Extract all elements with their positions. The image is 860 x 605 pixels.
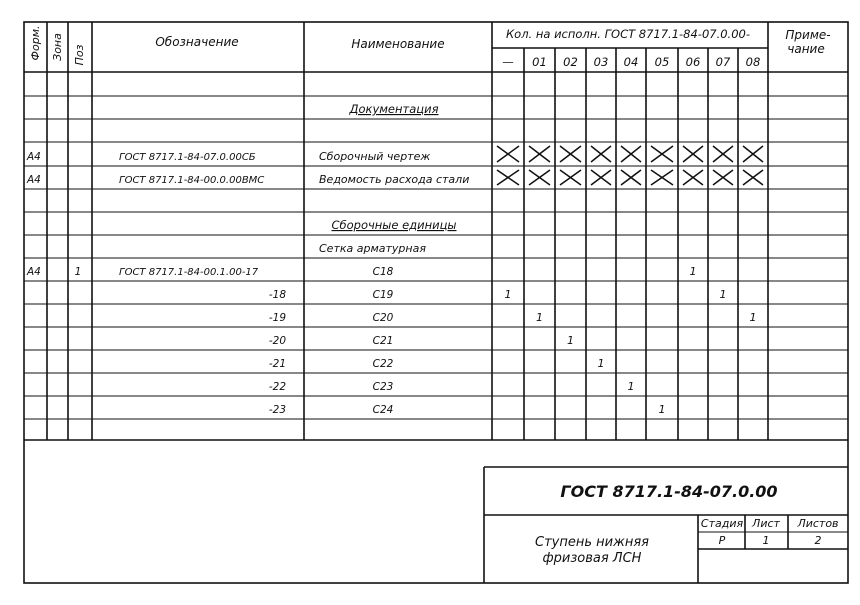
header-zone: Зона: [51, 33, 64, 61]
row-name: С19: [372, 289, 394, 301]
header-name: Наименование: [351, 37, 445, 51]
cross-mark: [529, 170, 550, 185]
quantity-mark: 1: [536, 311, 543, 324]
row-designation: ГОСТ 8717.1-84-00.1.00-17: [119, 267, 259, 278]
table-row: [26, 170, 763, 186]
variant-header: 04: [623, 55, 639, 69]
quantity-mark: 1: [504, 288, 512, 301]
row-pos: 1: [74, 266, 82, 278]
variant-header: 08: [745, 55, 761, 69]
row-name: Сетка арматурная: [319, 242, 426, 255]
cross-mark: [560, 170, 581, 185]
row-name: С24: [372, 404, 394, 416]
cross-mark: [713, 170, 733, 185]
variant-header: 02: [563, 55, 578, 69]
quantity-mark: 1: [567, 334, 574, 347]
table-header: [29, 26, 831, 66]
table-row: [331, 218, 456, 232]
cross-mark: [651, 146, 673, 162]
row-designation: -20: [268, 335, 286, 347]
variant-header: 07: [715, 55, 731, 69]
row-name: С22: [372, 358, 394, 370]
table-body: [26, 102, 763, 416]
header-note-line1: Приме-: [785, 28, 831, 42]
row-name: Ведомость расхода стали: [319, 173, 470, 186]
quantity-mark: 1: [749, 311, 757, 324]
quantity-mark: 1: [627, 380, 635, 393]
header-pos: Поз: [73, 44, 86, 66]
title-block-sheets: 2: [814, 534, 822, 547]
variant-header: 05: [654, 55, 670, 69]
cross-mark: [560, 146, 581, 162]
title-block-sheet: 1: [762, 534, 770, 547]
table-row: [269, 311, 757, 324]
quantity-mark: 1: [597, 357, 605, 370]
cross-mark: [683, 146, 703, 162]
title-block-sheet-label: Лист: [752, 517, 780, 530]
header-qty-title: Кол. на исполн. ГОСТ 8717.1-84-07.0.00-: [506, 27, 750, 41]
table-row: [269, 357, 605, 370]
row-format: А4: [27, 266, 41, 278]
row-designation: ГОСТ 8717.1-84-07.0.00СБ: [119, 152, 256, 163]
row-designation: -22: [268, 381, 286, 393]
row-name: Сборочный чертеж: [319, 150, 431, 163]
row-designation: -18: [268, 289, 286, 301]
table-row: [269, 288, 727, 301]
row-name: С18: [372, 266, 394, 278]
quantity-mark: 1: [719, 288, 727, 301]
table-row: [348, 102, 438, 116]
table-row: [269, 403, 666, 416]
cross-mark: [743, 170, 763, 185]
row-name: С23: [372, 381, 394, 393]
table-row: [269, 380, 635, 393]
quantity-mark: 1: [689, 265, 697, 278]
cross-mark: [683, 170, 703, 185]
cross-mark: [743, 146, 763, 162]
row-designation: ГОСТ 8717.1-84-00.0.00ВМС: [119, 175, 265, 186]
cross-mark: [651, 170, 673, 185]
cross-mark: [621, 146, 641, 162]
variant-header: 06: [685, 55, 701, 69]
title-block-stage: Р: [718, 534, 726, 547]
cross-mark: [529, 146, 550, 162]
row-format: А4: [27, 151, 41, 163]
table-row: [26, 146, 763, 163]
cross-mark: [591, 170, 611, 185]
row-designation: -23: [268, 404, 286, 416]
row-designation: -21: [268, 358, 286, 370]
title-block-title-line1: Ступень нижняя: [535, 535, 649, 550]
header-format: Форм.: [29, 25, 42, 61]
cross-mark: [713, 146, 733, 162]
title-block-stage-label: Стадия: [700, 517, 744, 530]
row-designation: -19: [268, 312, 286, 324]
variant-headers: [502, 55, 760, 69]
row-name: С20: [372, 312, 394, 324]
row-section-title: Документация: [349, 102, 439, 116]
title-block-sheets-label: Листов: [797, 517, 839, 530]
variant-header: 01: [532, 55, 547, 69]
row-format: А4: [27, 174, 41, 186]
variant-header: 03: [593, 55, 609, 69]
title-block: [535, 482, 839, 566]
title-block-code: ГОСТ 8717.1-84-07.0.00: [560, 482, 778, 501]
header-designation: Обозначение: [155, 35, 239, 49]
table-row: [26, 265, 697, 278]
row-name: С21: [372, 335, 394, 347]
cross-mark: [621, 170, 641, 185]
row-section-title: Сборочные единицы: [331, 218, 457, 232]
cross-mark: [591, 146, 611, 162]
quantity-mark: 1: [658, 403, 666, 416]
header-note-line2: чание: [787, 42, 825, 56]
title-block-title-line2: фризовая ЛСН: [542, 551, 642, 566]
table-row: [319, 242, 426, 255]
cross-mark: [497, 146, 519, 162]
table-row: [269, 334, 574, 347]
cross-mark: [497, 170, 519, 185]
variant-header: —: [502, 55, 514, 69]
